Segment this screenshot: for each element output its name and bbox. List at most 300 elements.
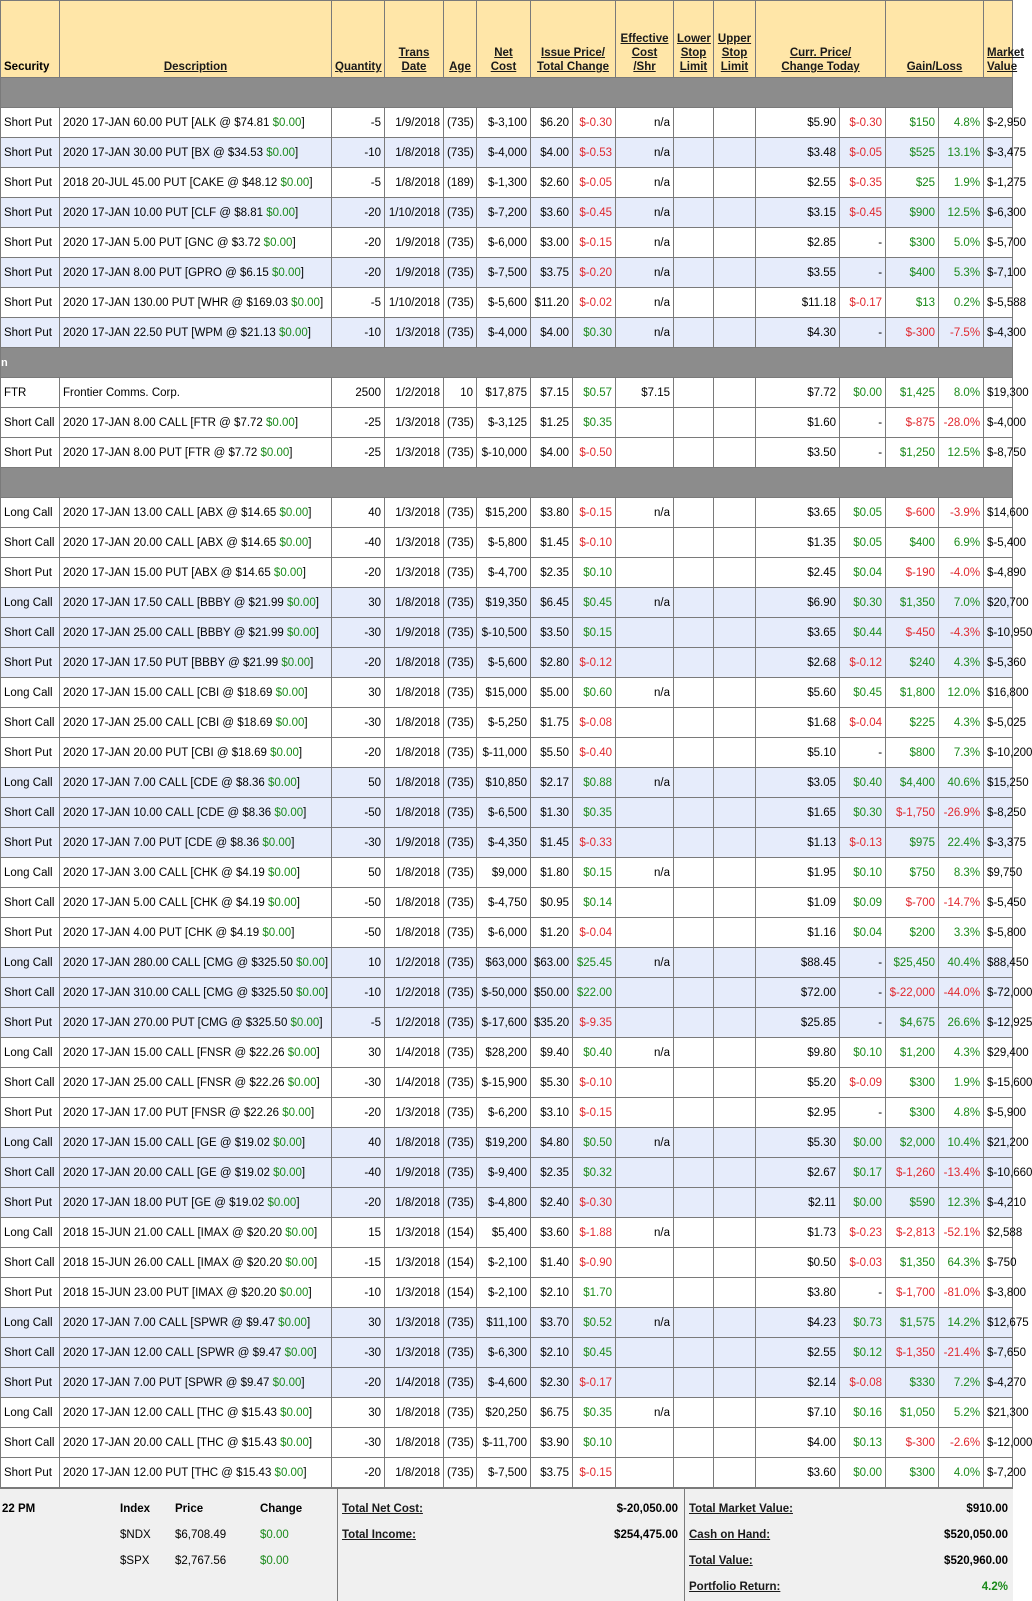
upper-stop-limit[interactable] <box>714 1158 756 1188</box>
upper-stop-limit[interactable] <box>714 138 756 168</box>
col-gain-loss[interactable] <box>886 1 984 78</box>
upper-stop-limit[interactable] <box>714 1218 756 1248</box>
security-type[interactable]: Long Call <box>1 1128 60 1158</box>
change-today: $0.05 <box>840 498 886 528</box>
description[interactable] <box>60 888 332 918</box>
security-type[interactable]: Short Put <box>1 1458 60 1488</box>
trans-date: 1/3/2018 <box>385 1308 444 1338</box>
table-row[interactable] <box>1 1098 1013 1128</box>
security-type[interactable]: Short Put <box>1 1188 60 1218</box>
table-row[interactable] <box>1 228 1013 258</box>
upper-stop-limit[interactable] <box>714 558 756 588</box>
security-type[interactable]: Short Put <box>1 108 60 138</box>
upper-stop-limit[interactable] <box>714 648 756 678</box>
lower-stop-limit[interactable] <box>674 798 714 828</box>
effective-cost <box>616 438 674 468</box>
lower-stop-limit[interactable] <box>674 1458 714 1488</box>
gain-loss: $975 <box>886 828 939 858</box>
sort-issue-price-link[interactable] <box>537 47 609 73</box>
quantity: -5 <box>332 168 385 198</box>
upper-stop-limit[interactable] <box>714 378 756 408</box>
col-market-value[interactable] <box>984 1 1025 78</box>
security-type[interactable]: Long Call <box>1 1308 60 1338</box>
security-type[interactable]: Short Put <box>1 918 60 948</box>
index-symbol[interactable]: $SPX <box>120 1555 150 1567</box>
description-text: Frontier Comms. Corp. <box>63 386 180 399</box>
upper-stop-limit[interactable] <box>714 708 756 738</box>
security-type[interactable]: Long Call <box>1 1218 60 1248</box>
table-row[interactable] <box>1 978 1013 1008</box>
sort-quantity-link[interactable]: Quantity <box>335 61 382 73</box>
upper-stop-limit[interactable] <box>714 1428 756 1458</box>
description[interactable] <box>60 1188 332 1218</box>
description[interactable] <box>60 228 332 258</box>
lower-stop-limit[interactable] <box>674 858 714 888</box>
upper-stop-limit[interactable] <box>714 978 756 1008</box>
description[interactable] <box>60 318 332 348</box>
description[interactable] <box>60 288 332 318</box>
description[interactable] <box>60 618 332 648</box>
security-type[interactable]: Short Put <box>1 198 60 228</box>
sort-market-value-link[interactable] <box>987 47 1024 73</box>
table-row[interactable] <box>1 1038 1013 1068</box>
col-curr-price[interactable] <box>756 1 886 78</box>
security-type[interactable]: Short Put <box>1 1098 60 1128</box>
security-type[interactable]: Short Put <box>1 438 60 468</box>
description[interactable] <box>60 918 332 948</box>
security-type[interactable]: Short Put <box>1 558 60 588</box>
net-cost: $-4,000 <box>477 318 531 348</box>
security-type[interactable]: Short Put <box>1 288 60 318</box>
description[interactable] <box>60 198 332 228</box>
table-row[interactable] <box>1 1428 1013 1458</box>
security-type[interactable]: Long Call <box>1 588 60 618</box>
upper-stop-limit[interactable] <box>714 948 756 978</box>
gain-loss: $300 <box>886 1068 939 1098</box>
total-market-value-label[interactable]: Total Market Value: <box>689 1503 793 1515</box>
description[interactable] <box>60 558 332 588</box>
current-price: $88.45 <box>756 948 840 978</box>
lower-stop-limit[interactable] <box>674 528 714 558</box>
upper-stop-limit[interactable] <box>714 1098 756 1128</box>
upper-stop-limit[interactable] <box>714 1128 756 1158</box>
table-row[interactable] <box>1 1338 1013 1368</box>
table-row[interactable] <box>1 618 1013 648</box>
lower-stop-limit[interactable] <box>674 228 714 258</box>
upper-stop-limit[interactable] <box>714 858 756 888</box>
upper-stop-limit[interactable] <box>714 1038 756 1068</box>
gain-loss-percent: 7.0% <box>939 588 984 618</box>
col-net-cost[interactable] <box>477 1 531 78</box>
security-type[interactable]: Short Call <box>1 1068 60 1098</box>
description[interactable] <box>60 1278 332 1308</box>
lower-stop-limit[interactable] <box>674 948 714 978</box>
description-close: ] <box>301 1376 305 1389</box>
sort-description-link[interactable]: Description <box>163 61 228 73</box>
upper-stop-limit[interactable] <box>714 1338 756 1368</box>
table-row[interactable] <box>1 798 1013 828</box>
table-row[interactable] <box>1 138 1013 168</box>
upper-stop-limit[interactable] <box>714 1308 756 1338</box>
total-value-label[interactable]: Total Value: <box>689 1555 753 1567</box>
col-effective-cost[interactable] <box>616 1 674 78</box>
table-row[interactable] <box>1 828 1013 858</box>
security-type[interactable]: Short Call <box>1 1248 60 1278</box>
upper-stop-limit[interactable] <box>714 798 756 828</box>
description[interactable] <box>60 1248 332 1278</box>
security-type[interactable]: Short Call <box>1 1158 60 1188</box>
table-row[interactable] <box>1 888 1013 918</box>
effective-cost <box>616 1068 674 1098</box>
table-row[interactable] <box>1 1008 1013 1038</box>
underlying-change: $0.00 <box>273 1136 302 1149</box>
sort-trans-date-link[interactable] <box>399 47 430 73</box>
lower-stop-limit[interactable] <box>674 378 714 408</box>
description[interactable] <box>60 138 332 168</box>
table-row[interactable] <box>1 588 1013 618</box>
security-type[interactable]: Short Call <box>1 1428 60 1458</box>
table-row[interactable] <box>1 1248 1013 1278</box>
description[interactable] <box>60 1308 332 1338</box>
quantity: -30 <box>332 1428 385 1458</box>
table-row[interactable] <box>1 1398 1013 1428</box>
description[interactable] <box>60 1008 332 1038</box>
lower-stop-limit[interactable] <box>674 888 714 918</box>
description[interactable] <box>60 1398 332 1428</box>
table-row[interactable] <box>1 288 1013 318</box>
description[interactable] <box>60 678 332 708</box>
total-change: $-0.12 <box>573 648 616 678</box>
lower-stop-limit[interactable] <box>674 1008 714 1038</box>
change-today: $0.45 <box>840 678 886 708</box>
upper-stop-limit[interactable] <box>714 408 756 438</box>
upper-stop-limit[interactable] <box>714 1368 756 1398</box>
security-type[interactable]: Long Call <box>1 678 60 708</box>
table-row[interactable] <box>1 1458 1013 1488</box>
current-price: $1.95 <box>756 858 840 888</box>
gain-loss: $200 <box>886 918 939 948</box>
lower-stop-limit[interactable] <box>674 168 714 198</box>
index-symbol[interactable]: $NDX <box>120 1529 151 1541</box>
table-row[interactable] <box>1 1068 1013 1098</box>
table-row[interactable] <box>1 498 1013 528</box>
index-change: $0.00 <box>260 1529 289 1541</box>
table-row[interactable] <box>1 318 1013 348</box>
lower-stop-limit[interactable] <box>674 318 714 348</box>
security-type[interactable]: Long Call <box>1 768 60 798</box>
table-body <box>1 78 1032 1488</box>
security-type[interactable]: Short Put <box>1 228 60 258</box>
lower-stop-limit[interactable] <box>674 918 714 948</box>
table-row[interactable] <box>1 258 1013 288</box>
effective-cost: n/a <box>616 1128 674 1158</box>
col-description[interactable] <box>60 1 332 78</box>
lower-stop-limit[interactable] <box>674 618 714 648</box>
underlying-change: $0.00 <box>272 1376 302 1389</box>
description[interactable] <box>60 828 332 858</box>
description[interactable] <box>60 1038 332 1068</box>
total-net-cost-label[interactable]: Total Net Cost: <box>342 1503 423 1515</box>
description[interactable] <box>60 1068 332 1098</box>
description[interactable] <box>60 978 332 1008</box>
description[interactable] <box>60 738 332 768</box>
lower-stop-limit[interactable] <box>674 1068 714 1098</box>
total-income-label[interactable]: Total Income: <box>342 1529 416 1541</box>
table-row[interactable] <box>1 408 1013 438</box>
lower-stop-limit[interactable] <box>674 978 714 1008</box>
market-value: $-6,300 <box>984 198 1013 228</box>
description[interactable] <box>60 408 332 438</box>
lower-stop-limit[interactable] <box>674 1428 714 1458</box>
security-type[interactable]: Short Call <box>1 528 60 558</box>
upper-stop-limit[interactable] <box>714 1008 756 1038</box>
sort-age-link[interactable]: Age <box>449 61 471 73</box>
issue-price: $1.40 <box>531 1248 573 1278</box>
upper-stop-limit[interactable] <box>714 168 756 198</box>
table-row[interactable] <box>1 858 1013 888</box>
table-row[interactable] <box>1 1158 1013 1188</box>
description[interactable] <box>60 528 332 558</box>
cash-on-hand-value: $520,050.00 <box>944 1529 1008 1541</box>
table-row[interactable] <box>1 1128 1013 1158</box>
security-type[interactable]: Long Call <box>1 1038 60 1068</box>
security-type[interactable]: Short Call <box>1 978 60 1008</box>
quantity: -20 <box>332 738 385 768</box>
net-cost: $-5,250 <box>477 708 531 738</box>
net-cost: $15,000 <box>477 678 531 708</box>
table-row[interactable] <box>1 1188 1013 1218</box>
upper-stop-limit[interactable] <box>714 318 756 348</box>
upper-stop-limit[interactable] <box>714 738 756 768</box>
table-row[interactable] <box>1 708 1013 738</box>
gain-loss-percent: 7.2% <box>939 1368 984 1398</box>
col-trans-date[interactable] <box>385 1 444 78</box>
lower-stop-limit[interactable] <box>674 648 714 678</box>
col-issue-price[interactable] <box>531 1 616 78</box>
lower-stop-limit[interactable] <box>674 1248 714 1278</box>
description[interactable] <box>60 1428 332 1458</box>
portfolio-return-label[interactable]: Portfolio Return: <box>689 1581 781 1593</box>
table-row[interactable] <box>1 558 1013 588</box>
security-type[interactable]: Short Put <box>1 648 60 678</box>
security-type[interactable]: Long Call <box>1 498 60 528</box>
description[interactable] <box>60 168 332 198</box>
lower-stop-limit[interactable] <box>674 1278 714 1308</box>
upper-stop-limit[interactable] <box>714 918 756 948</box>
security-type[interactable]: FTR <box>1 378 60 408</box>
description[interactable] <box>60 498 332 528</box>
upper-stop-limit[interactable] <box>714 108 756 138</box>
table-row[interactable] <box>1 678 1013 708</box>
upper-stop-limit[interactable] <box>714 1068 756 1098</box>
security-type[interactable]: Short Put <box>1 168 60 198</box>
lower-stop-limit[interactable] <box>674 1308 714 1338</box>
col-upper-stop[interactable] <box>714 1 756 78</box>
upper-stop-limit[interactable] <box>714 618 756 648</box>
col-quantity[interactable] <box>332 1 385 78</box>
security-type[interactable]: Short Put <box>1 138 60 168</box>
upper-stop-limit[interactable] <box>714 288 756 318</box>
description[interactable] <box>60 858 332 888</box>
cost-label: Cost <box>490 61 517 73</box>
description-close: ] <box>303 806 307 819</box>
table-row[interactable] <box>1 648 1013 678</box>
lower-stop-limit[interactable] <box>674 678 714 708</box>
upper-stop-limit[interactable] <box>714 1188 756 1218</box>
upper-stop-limit[interactable] <box>714 828 756 858</box>
security-type[interactable]: Short Call <box>1 1338 60 1368</box>
lower-stop-limit[interactable] <box>674 1188 714 1218</box>
lower-stop-limit[interactable] <box>674 288 714 318</box>
lower-stop-limit[interactable] <box>674 1098 714 1128</box>
upper-stop-limit[interactable] <box>714 228 756 258</box>
sort-effective-cost-link[interactable] <box>621 33 669 73</box>
security-type[interactable]: Short Put <box>1 1368 60 1398</box>
sort-lower-stop-link[interactable] <box>677 33 711 73</box>
upper-stop-limit[interactable] <box>714 438 756 468</box>
description-close: ] <box>291 836 295 849</box>
table-row[interactable] <box>1 918 1013 948</box>
table-row[interactable] <box>1 768 1013 798</box>
cost-label: Cost <box>631 47 658 59</box>
lower-stop-limit[interactable] <box>674 408 714 438</box>
lower-stop-limit[interactable] <box>674 558 714 588</box>
description[interactable] <box>60 108 332 138</box>
lower-stop-limit[interactable] <box>674 708 714 738</box>
security-type[interactable]: Short Call <box>1 618 60 648</box>
quantity: -20 <box>332 258 385 288</box>
description[interactable] <box>60 1218 332 1248</box>
table-row[interactable] <box>1 738 1013 768</box>
gain-loss: $1,800 <box>886 678 939 708</box>
lower-stop-limit[interactable] <box>674 1038 714 1068</box>
description[interactable] <box>60 438 332 468</box>
description[interactable] <box>60 258 332 288</box>
lower-stop-limit[interactable] <box>674 588 714 618</box>
total-change: $0.45 <box>573 1338 616 1368</box>
security-type[interactable]: Short Put <box>1 738 60 768</box>
lower-stop-limit[interactable] <box>674 438 714 468</box>
description[interactable] <box>60 768 332 798</box>
col-security[interactable]: Security <box>1 1 60 78</box>
sort-upper-stop-link[interactable] <box>718 33 751 73</box>
change-today: $0.17 <box>840 1158 886 1188</box>
table-row[interactable] <box>1 378 1013 408</box>
lower-stop-limit[interactable] <box>674 828 714 858</box>
security-type[interactable]: Short Call <box>1 708 60 738</box>
table-row[interactable] <box>1 528 1013 558</box>
table-row[interactable] <box>1 948 1013 978</box>
security-type[interactable]: Short Put <box>1 1008 60 1038</box>
upper-stop-limit[interactable] <box>714 1278 756 1308</box>
lower-stop-limit[interactable] <box>674 138 714 168</box>
description[interactable] <box>60 1368 332 1398</box>
lower-stop-limit[interactable] <box>674 198 714 228</box>
description[interactable] <box>60 1158 332 1188</box>
description[interactable] <box>60 798 332 828</box>
table-row[interactable] <box>1 1278 1013 1308</box>
lower-stop-limit[interactable] <box>674 108 714 138</box>
security-type[interactable]: Short Put <box>1 318 60 348</box>
upper-stop-limit[interactable] <box>714 768 756 798</box>
upper-stop-limit[interactable] <box>714 588 756 618</box>
table-row[interactable] <box>1 1368 1013 1398</box>
upper-stop-limit[interactable] <box>714 1398 756 1428</box>
current-price: $72.00 <box>756 978 840 1008</box>
lower-stop-limit[interactable] <box>674 1158 714 1188</box>
upper-stop-limit[interactable] <box>714 498 756 528</box>
effective-cost: n/a <box>616 228 674 258</box>
lower-stop-limit[interactable] <box>674 1398 714 1428</box>
table-row[interactable] <box>1 168 1013 198</box>
upper-stop-limit[interactable] <box>714 1458 756 1488</box>
description[interactable] <box>60 1458 332 1488</box>
table-row[interactable] <box>1 108 1013 138</box>
sort-net-cost-link[interactable] <box>491 47 517 73</box>
gain-loss-percent: 6.9% <box>939 528 984 558</box>
upper-stop-limit[interactable] <box>714 258 756 288</box>
security-type[interactable]: Short Call <box>1 798 60 828</box>
lower-stop-limit[interactable] <box>674 1368 714 1398</box>
security-type[interactable]: Long Call <box>1 1398 60 1428</box>
security-type[interactable]: Short Call <box>1 888 60 918</box>
age: (735) <box>444 558 477 588</box>
effective-cost <box>616 738 674 768</box>
description[interactable] <box>60 708 332 738</box>
issue-price: $11.20 <box>531 288 573 318</box>
security-type[interactable]: Short Call <box>1 408 60 438</box>
description[interactable] <box>60 1098 332 1128</box>
upper-stop-limit[interactable] <box>714 528 756 558</box>
description[interactable] <box>60 948 332 978</box>
lower-stop-limit[interactable] <box>674 768 714 798</box>
description-text: 2020 17-JAN 20.00 CALL [ABX @ $14.65 <box>63 536 280 549</box>
security-type[interactable]: Short Put <box>1 258 60 288</box>
lower-stop-limit[interactable] <box>674 258 714 288</box>
upper-stop-limit[interactable] <box>714 888 756 918</box>
upper-stop-limit[interactable] <box>714 678 756 708</box>
gain-loss-percent: 4.8% <box>939 108 984 138</box>
cash-on-hand-label[interactable]: Cash on Hand: <box>689 1529 771 1541</box>
col-age[interactable] <box>444 1 477 78</box>
lower-stop-limit[interactable] <box>674 1218 714 1248</box>
table-row[interactable] <box>1 1308 1013 1338</box>
lower-stop-limit[interactable] <box>674 1338 714 1368</box>
market-value: $-5,900 <box>984 1098 1013 1128</box>
description[interactable] <box>60 588 332 618</box>
table-row[interactable] <box>1 1218 1013 1248</box>
col-lower-stop[interactable] <box>674 1 714 78</box>
table-row[interactable] <box>1 198 1013 228</box>
upper-stop-limit[interactable] <box>714 198 756 228</box>
lower-stop-limit[interactable] <box>674 498 714 528</box>
sort-curr-price-link[interactable] <box>781 47 859 73</box>
security-type[interactable]: Short Put <box>1 828 60 858</box>
security-type[interactable]: Short Put <box>1 1278 60 1308</box>
description[interactable] <box>60 378 332 408</box>
table-row[interactable] <box>1 438 1013 468</box>
description[interactable] <box>60 1128 332 1158</box>
total-change: $-0.30 <box>573 1188 616 1218</box>
security-type[interactable]: Long Call <box>1 948 60 978</box>
lower-stop-limit[interactable] <box>674 738 714 768</box>
description[interactable] <box>60 1338 332 1368</box>
upper-stop-limit[interactable] <box>714 1248 756 1278</box>
lower-stop-limit[interactable] <box>674 1128 714 1158</box>
description[interactable] <box>60 648 332 678</box>
security-type[interactable]: Long Call <box>1 858 60 888</box>
sort-gain-loss-link[interactable]: Gain/Loss <box>906 61 963 73</box>
